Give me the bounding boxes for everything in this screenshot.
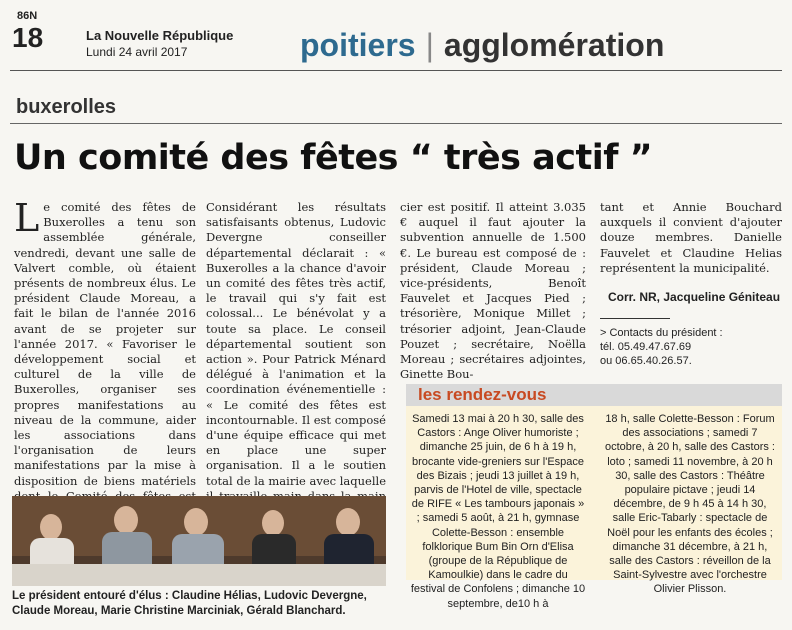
- rendez-vous-box: [406, 384, 782, 610]
- header-rule: [10, 70, 782, 71]
- section-name: agglomération: [443, 27, 665, 63]
- newspaper-name: La Nouvelle République: [86, 28, 234, 43]
- contacts-phone-2: ou 06.65.40.26.57.: [600, 355, 692, 367]
- group-photo: [12, 496, 386, 586]
- article-headline: Un comité des fêtes “ très actif ”: [14, 138, 653, 178]
- photo-table: [12, 564, 386, 586]
- section-separator: |: [425, 27, 434, 63]
- article-column-2: Considérant les résultats satisfaisants obtenus, Ludovic Devergne conseiller départemental déclarait : « Buxerolles a la chance d'avoir un comité des fêtes très actif, le travail qui s'y fait est colossal... Le bénévolat y a toute sa place. Le conseil départemental soutient son action ». Pour Patrick Ménard délégué à l'animation et la coordination événementielle : « Le comité des fêtes est incontournable. Il est composé d'une équipe efficace qui met en place une super organisation. Il a le soutien total de la mairie avec laquelle: [206, 200, 386, 488]
- contacts-rule: [600, 318, 670, 319]
- contacts-box: [600, 326, 780, 368]
- article-signature: Corr. NR, Jacqueline Géniteau: [608, 290, 781, 304]
- photo-caption-line-1: Le président entouré d'élus : Claudine Hélias, Ludovic Devergne,: [12, 590, 367, 602]
- rendez-vous-column-1: Samedi 13 mai à 20 h 30, salle des Castors : Ange Oliver humoriste ; dimanche 25 juin, de 6 h à 19 h, brocante vide-greniers sur l'Espace des Bizais ; jeudi 13 juillet à 19 h, parvis de l'Hotel de ville, spectacle de RIFE « Les tambours japonais » ; samedi 5 août, à 21 h, gymnase Colette-Besson : ensemble folklorique Bum Bin Orn d'Elisa (groupe de la République de Kamoulkie) dans le cadre du festival de Confolens ; dimanche 10 septembre, de10 h à: [410, 413, 586, 610]
- edition-code: 86N: [17, 10, 38, 22]
- issue-date: Lundi 24 avril 2017: [86, 45, 188, 59]
- rendez-vous-column-2: 18 h, salle Colette-Besson : Forum des associations ; samedi 7 octobre, à 20 h, salle des Castors : loto ; samedi 11 novembre, à 20 h 30, salle des Castors : Théâtre populaire pictave ; jeudi 14 décembre, de 9 h 45 à 14 h 30, salle Eric-Tabarly : spectacle de Noël pour les enfants des écoles ; dimanche 31 décembre, à 21 h, salle des Castors : réveillon de la Saint-Sylvestre avec l'orchestre Olivier Plisson.: [605, 413, 775, 596]
- rendez-vous-title: les rendez-vous: [406, 384, 782, 406]
- article-column-3: cier est positif. Il atteint 3.035 € auquel il faut ajouter la subvention annuelle de 1.500 €. Le bureau est composé de : président, Claude Moreau ; vice-présidents, Benoît Fauvelet et Jacques Pied ; trésorière, Monique Millet ; trésorier adjoint, Jean-Claude Pouzet ; secrétaire, Noëlla Moreau ; secrétaires adjointes, Ginette Bou-: [400, 200, 586, 382]
- photo-caption-line-2: Claude Moreau, Marie Christine Marciniak, Gérald Blanchard.: [12, 604, 346, 617]
- section-header: [300, 27, 664, 64]
- contacts-label: > Contacts du président :: [600, 327, 723, 339]
- contacts-phone-1: tél. 05.49.47.67.69: [600, 341, 692, 353]
- place-rule: [10, 123, 782, 124]
- section-city: poitiers: [300, 27, 416, 63]
- page-number: 18: [12, 22, 44, 53]
- article-place: buxerolles: [16, 96, 117, 118]
- photo-caption: [12, 589, 392, 618]
- article-column-1-text: e comité des fêtes de Buxerolles a tenu son assemblée générale, vendredi, devant une salle de Valvert comble, où étaient présents de nombreux élus. Le président Claude Moreau, a fait le bilan de l'année 2016 avant de se projeter sur l'année 2017. « Favoriser le développement social et culturel de la ville de Buxerolles, organiser ses propres manifestations au niveau de la commune, aider les associations dans l'organisation de leurs manifestations par la mise à disposition de biens matériels: [14, 200, 196, 488]
- drop-cap: L: [14, 196, 40, 240]
- article-column-4: tant et Annie Bouchard auxquels il convient d'ajouter douze membres. Danielle Fauvelet et Claudine Helias représentent la municipalité.: [600, 200, 782, 275]
- article-column-1: [14, 196, 196, 534]
